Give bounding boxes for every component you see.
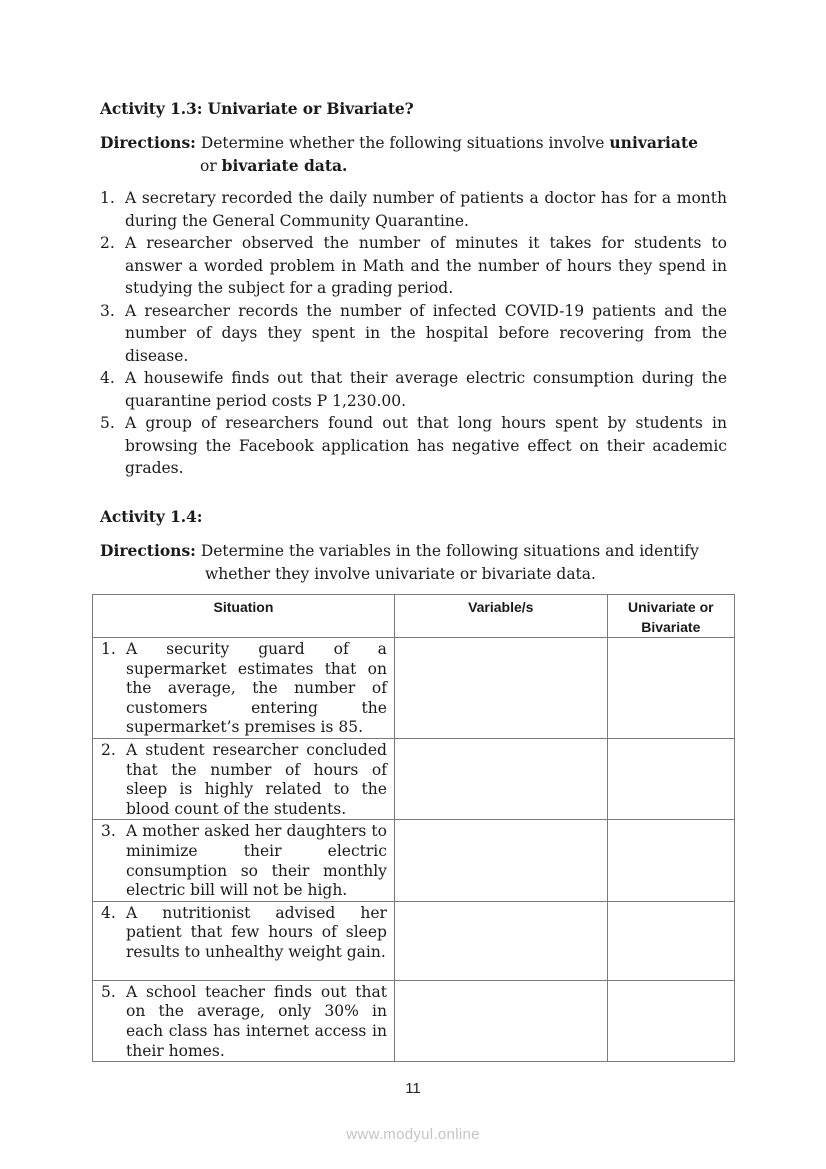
variables-answer-cell[interactable] [394,980,607,1061]
activity-1-4-directions: Directions: Determine the variables in the following situations and identify whether they involve univariate or bivariate data. [100,541,699,583]
situation-cell: 5. A school teacher finds out that on the average, only 30% in each class has internet access in their homes. [93,980,395,1061]
header-univariate-bivariate: Univariate or Bivariate [607,595,734,638]
type-answer-cell[interactable] [607,901,734,980]
type-answer-cell[interactable] [607,980,734,1061]
list-item: 3. A researcher records the number of infected COVID-19 patients and the number of days they spent in the hospital before recovering from the disease. [100,301,727,365]
page-number: 11 [405,1080,421,1097]
table-row [93,901,735,980]
variables-answer-cell[interactable] [394,638,607,739]
situation-cell: 3. A mother asked her daughters to minimize their electric consumption so their monthly electric bill will not be high. [93,820,395,901]
list-item: 5. A group of researchers found out that long hours spent by students in browsing the Facebook application has negative effect on their academic grades. [100,414,727,477]
activity-1-3-directions: Directions: Determine whether the following situations involve univariate or bivariate data. [100,133,699,175]
situation-cell: 1. A security guard of a supermarket estimates that on the average, the number of customers entering the supermarket’s premises is 85. [93,638,395,739]
table-row [93,980,735,1061]
list-item: 1. A secretary recorded the daily number of patients a doctor has for a month during the General Community Quarantine. [100,189,727,230]
activity-1-3-list [100,187,727,480]
activity-1-4-title: Activity 1.4: [100,507,203,526]
table-row [93,638,735,739]
situation-cell: 2. A student researcher concluded that the number of hours of sleep is highly related to the blood count of the students. [93,738,395,819]
directions-label: Directions: [100,133,196,152]
watermark: www.modyul.online [346,1126,480,1143]
header-variables: Variable/s [394,595,607,638]
table-row [93,738,735,819]
table-row [93,820,735,901]
activity-1-3-title: Activity 1.3: Univariate or Bivariate? [100,99,414,118]
directions-label: Directions: [100,541,196,560]
variables-answer-cell[interactable] [394,820,607,901]
type-answer-cell[interactable] [607,820,734,901]
header-situation: Situation [93,595,395,638]
list-item: 4. A housewife finds out that their average electric consumption during the quarantine period costs P 1,230.00. [100,369,727,410]
list-item: 2. A researcher observed the number of minutes it takes for students to answer a worded problem in Math and the number of hours they spend in studying the subject for a grading period. [100,234,727,297]
variables-answer-cell[interactable] [394,738,607,819]
variables-answer-cell[interactable] [394,901,607,980]
situation-cell: 4. A nutritionist advised her patient that few hours of sleep results to unhealthy weight gain. [93,901,395,980]
table-header-row [93,595,735,638]
type-answer-cell[interactable] [607,738,734,819]
variables-table [92,594,735,1062]
type-answer-cell[interactable] [607,638,734,739]
